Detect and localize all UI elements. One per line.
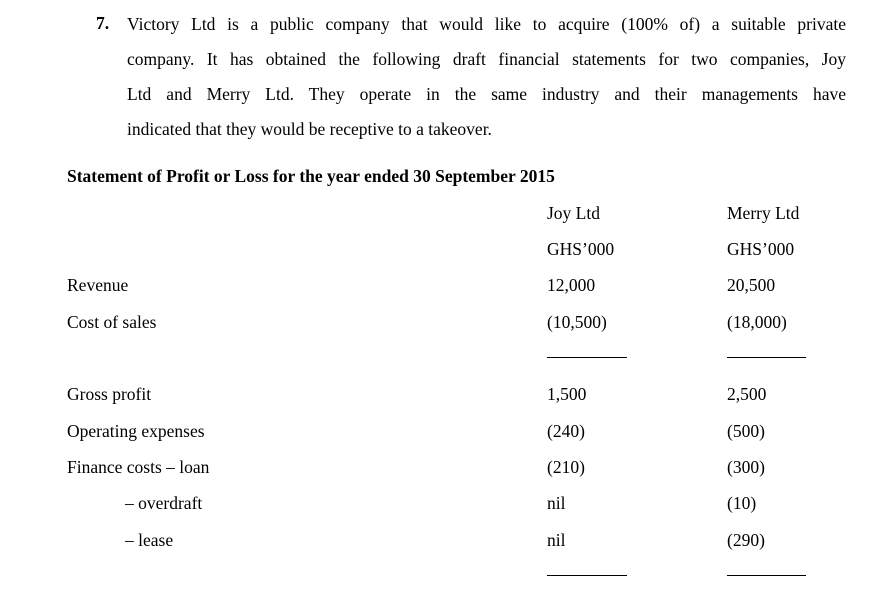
- row-label-lease: – lease: [125, 530, 174, 550]
- question-text-line-4: indicated that they would be receptive to a takeover.: [127, 119, 492, 139]
- value-joy-cost-of-sales: (10,500): [547, 312, 607, 332]
- row-label-operating-expenses: Operating expenses: [67, 421, 205, 441]
- question-text-line-1: Victory Ltd is a public company that would like to acquire (100% of) a suitable private: [127, 14, 846, 34]
- value-joy-lease: nil: [547, 530, 566, 550]
- value-merry-overdraft: (10): [727, 493, 757, 513]
- column-unit-joy-ltd: GHS’000: [547, 239, 615, 259]
- row-label-revenue: Revenue: [67, 275, 129, 295]
- question-text-line-2: company. It has obtained the following draft financial statements for two companies, Joy: [127, 49, 846, 69]
- value-merry-operating-expenses: (500): [727, 421, 765, 441]
- value-joy-gross-profit: 1,500: [547, 384, 587, 404]
- value-merry-finance-costs-loan: (300): [727, 457, 765, 477]
- row-label-cost-of-sales: Cost of sales: [67, 312, 157, 332]
- column-header-joy-ltd: Joy Ltd: [547, 203, 600, 223]
- subtotal-rule-merry: [727, 357, 806, 358]
- total-rule-joy: [547, 575, 627, 576]
- total-rule-merry: [727, 575, 806, 576]
- value-merry-revenue: 20,500: [727, 275, 776, 295]
- value-joy-overdraft: nil: [547, 493, 566, 513]
- value-joy-operating-expenses: (240): [547, 421, 585, 441]
- subtotal-rule-joy: [547, 357, 627, 358]
- column-header-merry-ltd: Merry Ltd: [727, 203, 800, 223]
- row-label-gross-profit: Gross profit: [67, 384, 152, 404]
- value-joy-finance-costs-loan: (210): [547, 457, 585, 477]
- value-merry-lease: (290): [727, 530, 765, 550]
- row-label-finance-costs-loan: Finance costs – loan: [67, 457, 210, 477]
- value-joy-revenue: 12,000: [547, 275, 596, 295]
- question-number: 7.: [96, 13, 110, 33]
- statement-title: Statement of Profit or Loss for the year ended 30 September 2015: [67, 166, 555, 186]
- value-merry-gross-profit: 2,500: [727, 384, 767, 404]
- value-merry-cost-of-sales: (18,000): [727, 312, 787, 332]
- column-unit-merry-ltd: GHS’000: [727, 239, 795, 259]
- question-text-line-3: Ltd and Merry Ltd. They operate in the same industry and their managements have: [127, 84, 846, 104]
- row-label-overdraft: – overdraft: [125, 493, 203, 513]
